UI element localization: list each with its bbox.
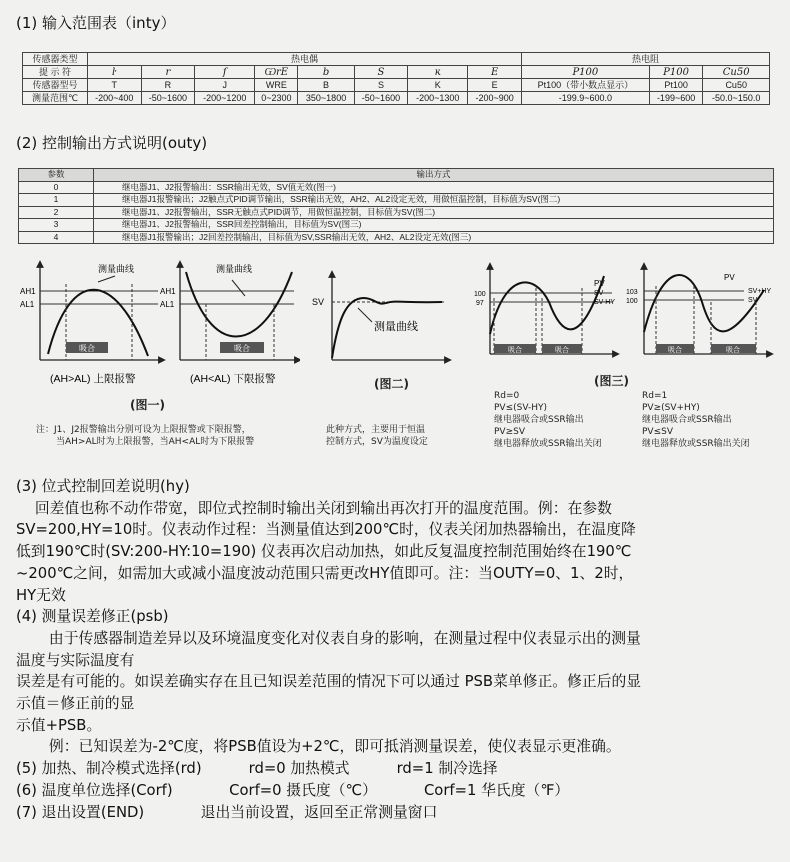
- symbol-cell: P100: [649, 66, 703, 79]
- fig3-note-right-line: 继电器吸合或SSR输出: [642, 415, 732, 425]
- text-line: (6) 温度单位选择(Corf) Corf=0 摄氏度（℃） Corf=1 华氏度（℉）: [16, 781, 570, 799]
- text-line: 回差值也称不动作带宽，即位式控制时输出关闭到输出再次打开的温度范围。例：在参数: [16, 499, 612, 517]
- fig3-note-left-line: Rd=0: [494, 391, 520, 401]
- model-cell: Cu50: [703, 79, 770, 92]
- fig3-note-right-line: Rd=1: [642, 391, 668, 401]
- sv-plus-hy-label: SV+HY: [748, 288, 772, 295]
- input-range-table: [22, 52, 770, 105]
- symbol-cell: b: [298, 66, 354, 79]
- mode-desc-cell: 继电器J1、J2报警输出：SSR输出无效，SV值无效(图一): [94, 181, 774, 194]
- text-line: 由于传感器制造差异以及环境温度变化对仪表自身的影响，在测量过程中仪表显示出的测量: [16, 629, 641, 647]
- curve-label: 测量曲线: [216, 264, 253, 274]
- symbol-cell: ĸ: [408, 66, 468, 79]
- fig3-note-left-line: PV≥SV: [494, 427, 525, 437]
- section1-title: (1) 输入范围表（inty）: [16, 14, 176, 32]
- text-line: 例：已知误差为-2℃度，将PSB值设为+2℃，即可抵消测量误差，使仪表显示更准确。: [16, 738, 621, 756]
- text-line: (5) 加热、制冷模式选择(rd) rd=0 加热模式 rd=1 制冷选择: [16, 760, 498, 778]
- fig3-title: (图三): [594, 374, 629, 388]
- model-cell: Pt100（带小数点显示）: [521, 79, 649, 92]
- row-label: 传感器型号: [23, 79, 88, 92]
- fig3-note-right-line: PV≥(SV+HY): [642, 403, 700, 413]
- symbol-cell: E: [468, 66, 522, 79]
- fig1-title: (图一): [130, 398, 165, 412]
- text-line: 温度与实际温度有: [16, 651, 135, 669]
- fig1-note-line: 注：J1、J2报警输出分别可设为上限报警或下限报警，: [36, 425, 251, 435]
- row-label: 测量范围℃: [23, 92, 88, 105]
- fig1-note-line: 当AH>AL时为上限报警，当AH<AL时为下限报警: [56, 437, 255, 447]
- fig1-caption-a: (AH>AL) 上限报警: [50, 373, 136, 385]
- range-cell: -50~1600: [141, 92, 195, 105]
- range-cell: -199.9~600.0: [521, 92, 649, 105]
- curve-label: 测量曲线: [98, 264, 135, 274]
- mode-desc-cell: 继电器J1报警输出；J2触点式PID调节输出，SSR输出无效，AH2、AL2设定无效，用做恒温控制，目标值为SV(图二): [94, 194, 774, 207]
- symbol-cell: r: [141, 66, 195, 79]
- mode-desc-cell: 继电器J1、J2报警输出，SSR无触点式PID调节，用做恒温控制，目标值为SV(图二): [94, 206, 774, 219]
- table-row: [19, 194, 774, 207]
- value-97: 97: [476, 300, 484, 307]
- text-line: 示值＝修正前的显: [16, 695, 135, 713]
- text-line: SV=200,HY=10时。仪表动作过程：当测量值达到200℃时，仪表关闭加热器输出，在温度降: [16, 521, 636, 539]
- fig3-note-left-line: PV≤(SV-HY): [494, 403, 548, 413]
- fig3-note-right-line: PV≤SV: [642, 427, 673, 437]
- model-cell: Pt100: [649, 79, 703, 92]
- symbol-cell: P100: [521, 66, 649, 79]
- sv-label: SV: [312, 297, 325, 307]
- symbol-cell: ſ: [195, 66, 255, 79]
- sv-minus-hy-label: SV-HY: [594, 299, 616, 306]
- model-cell: E: [468, 79, 522, 92]
- section2-title: (2) 控制输出方式说明(outy): [16, 134, 208, 152]
- text-line: 示值+PSB。: [16, 716, 102, 734]
- model-cell: R: [141, 79, 195, 92]
- row-label: 传感器类型: [23, 53, 88, 66]
- figure-2: [312, 270, 452, 370]
- group-thermocouple: 热电偶: [88, 53, 522, 66]
- output-mode-table: [18, 168, 774, 244]
- group-rtd: 热电阻: [521, 53, 769, 66]
- range-cell: -199~600: [649, 92, 703, 105]
- al1-label: AL1: [20, 300, 35, 309]
- sv-label: SV: [748, 297, 758, 304]
- table-row: [19, 206, 774, 219]
- sv-label: SV: [594, 290, 604, 297]
- param-cell: 4: [19, 231, 94, 244]
- header-param: 参数: [19, 169, 94, 182]
- relay-label: 吸合: [668, 347, 682, 354]
- fig3-note-right-line: 继电器释放或SSR输出关闭: [642, 439, 750, 449]
- relay-label: 吸合: [555, 347, 569, 354]
- param-cell: 3: [19, 219, 94, 232]
- ah1-label: AH1: [160, 287, 176, 296]
- range-cell: -200~900: [468, 92, 522, 105]
- curve-label: 测量曲线: [374, 321, 418, 333]
- relay-label: 吸合: [726, 347, 740, 354]
- fig3-note-left-line: 继电器吸合或SSR输出: [494, 415, 584, 425]
- body-text: [16, 476, 641, 823]
- model-cell: T: [88, 79, 142, 92]
- mode-desc-cell: 继电器J1报警输出；J2回差控制输出，目标值为SV,SSR输出无效，AH2、AL2设定无效(图三): [94, 231, 774, 244]
- text-line: ~200℃之间，如需加大或减小温度波动范围只需更改HY值即可。注：当OUTY=0、1、2时，: [16, 564, 634, 582]
- model-cell: S: [354, 79, 408, 92]
- symbol-cell: ѠrE: [255, 66, 298, 79]
- row-label: 提 示 符: [23, 66, 88, 79]
- text-line: HY无效: [16, 586, 66, 604]
- range-cell: 0~2300: [255, 92, 298, 105]
- figure-3: [474, 262, 774, 362]
- symbol-cell: Cu50: [703, 66, 770, 79]
- relay-label: 吸合: [79, 344, 95, 353]
- pv-label: PV: [594, 279, 605, 288]
- text-line: 低到190℃时(SV:200-HY:10=190) 仪表再次启动加热，如此反复温度控制范围始终在190℃: [16, 543, 632, 561]
- model-cell: K: [408, 79, 468, 92]
- value-103: 103: [626, 289, 638, 296]
- ah1-label: AH1: [20, 287, 36, 296]
- mode-desc-cell: 继电器J1、J2报警输出，SSR回差控制输出，目标值为SV(图三): [94, 219, 774, 232]
- model-cell: B: [298, 79, 354, 92]
- range-cell: -50.0~150.0: [703, 92, 770, 105]
- param-cell: 2: [19, 206, 94, 219]
- text-line: 误差是有可能的。如误差确实存在且已知误差范围的情况下可以通过 PSB菜单修正。修正后的显: [16, 673, 642, 691]
- al1-label: AL1: [160, 300, 175, 309]
- text-line: (3) 位式控制回差说明(hy): [16, 478, 190, 495]
- table-row: [19, 231, 774, 244]
- text-line: (7) 退出设置(END) 退出当前设置，返回至正常测量窗口: [16, 803, 438, 821]
- model-cell: J: [195, 79, 255, 92]
- param-cell: 1: [19, 194, 94, 207]
- fig2-title: (图二): [374, 377, 409, 391]
- fig2-note-line: 此种方式，主要用于恒温: [326, 425, 426, 435]
- relay-label: 吸合: [234, 344, 250, 353]
- text-line: (4) 测量误差修正(psb): [16, 608, 169, 626]
- value-100: 100: [474, 291, 486, 298]
- range-cell: -200~400: [88, 92, 142, 105]
- range-cell: -200~1300: [408, 92, 468, 105]
- symbol-cell: S: [354, 66, 408, 79]
- figure-1: [20, 258, 300, 388]
- param-cell: 0: [19, 181, 94, 194]
- header-mode: 输出方式: [94, 169, 774, 182]
- table-row: [19, 181, 774, 194]
- table-row: [19, 219, 774, 232]
- range-cell: 350~1800: [298, 92, 354, 105]
- fig2-note-line: 控制方式，SV为温度设定: [326, 437, 428, 447]
- symbol-cell: ŀ: [88, 66, 142, 79]
- model-cell: WRE: [255, 79, 298, 92]
- range-cell: -200~1200: [195, 92, 255, 105]
- fig1-caption-b: (AH<AL) 下限报警: [190, 373, 276, 385]
- value-100: 100: [626, 298, 638, 305]
- pv-label: PV: [724, 273, 735, 282]
- relay-label: 吸合: [508, 347, 522, 354]
- fig3-note-left-line: 继电器释放或SSR输出关闭: [494, 439, 602, 449]
- range-cell: -50~1600: [354, 92, 408, 105]
